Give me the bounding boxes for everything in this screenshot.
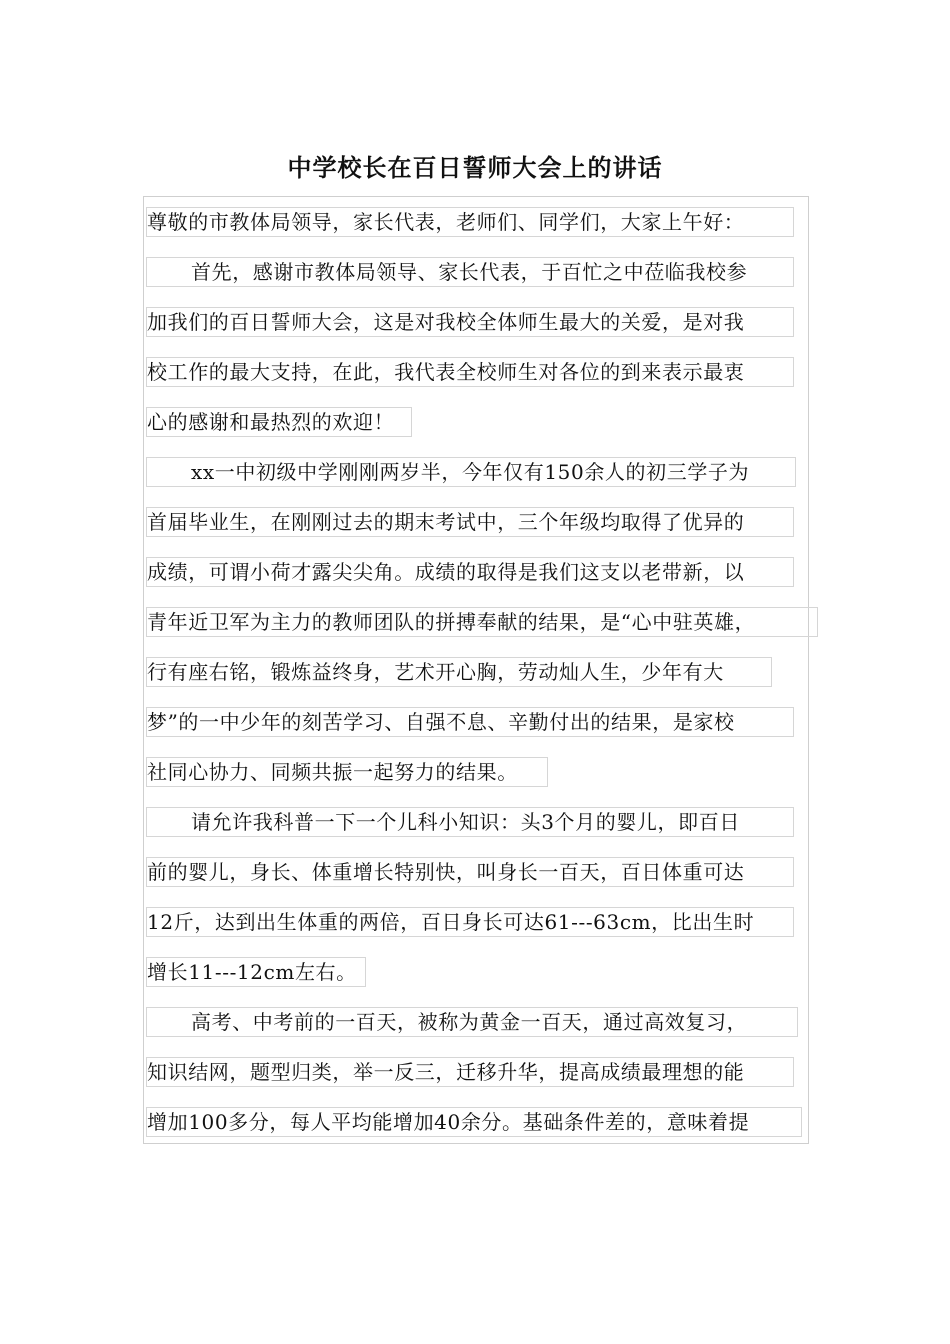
text-line: 首届毕业生，在刚刚过去的期末考试中，三个年级均取得了优异的 [146,507,794,537]
text-line: 心的感谢和最热烈的欢迎！ [146,407,412,437]
text-line: 社同心协力、同频共振一起努力的结果。 [146,757,548,787]
text-line: 12斤，达到出生体重的两倍，百日身长可达61---63cm，比出生时 [146,907,794,937]
document-title: 中学校长在百日誓师大会上的讲话 [287,153,663,182]
text-line: 梦”的一中少年的刻苦学习、自强不息、辛勤付出的结果，是家校 [146,707,794,737]
text-line: 尊敬的市教体局领导，家长代表，老师们、同学们，大家上午好： [146,207,794,237]
text-line: 增长11---12cm左右。 [146,957,366,987]
text-line: 高考、中考前的一百天，被称为黄金一百天，通过高效复习， [146,1007,798,1037]
text-line: 校工作的最大支持，在此，我代表全校师生对各位的到来表示最衷 [146,357,794,387]
text-line: 行有座右铭，锻炼益终身，艺术开心胸，劳动灿人生，少年有大 [146,657,772,687]
text-line: 成绩，可谓小荷才露尖尖角。成绩的取得是我们这支以老带新，以 [146,557,794,587]
text-line: xx一中初级中学刚刚两岁半，今年仅有150余人的初三学子为 [146,457,796,487]
text-line: 前的婴儿，身长、体重增长特别快，叫身长一百天，百日体重可达 [146,857,794,887]
text-line: 请允许我科普一下一个儿科小知识：头3个月的婴儿，即百日 [146,807,794,837]
text-line: 加我们的百日誓师大会，这是对我校全体师生最大的关爱，是对我 [146,307,794,337]
text-line: 首先，感谢市教体局领导、家长代表，于百忙之中莅临我校参 [146,257,794,287]
text-line: 知识结网，题型归类，举一反三，迁移升华，提高成绩最理想的能 [146,1057,794,1087]
text-line: 增加100多分，每人平均能增加40余分。基础条件差的，意味着提 [146,1107,802,1137]
text-line: 青年近卫军为主力的教师团队的拼搏奉献的结果，是“心中驻英雄， [146,607,818,637]
